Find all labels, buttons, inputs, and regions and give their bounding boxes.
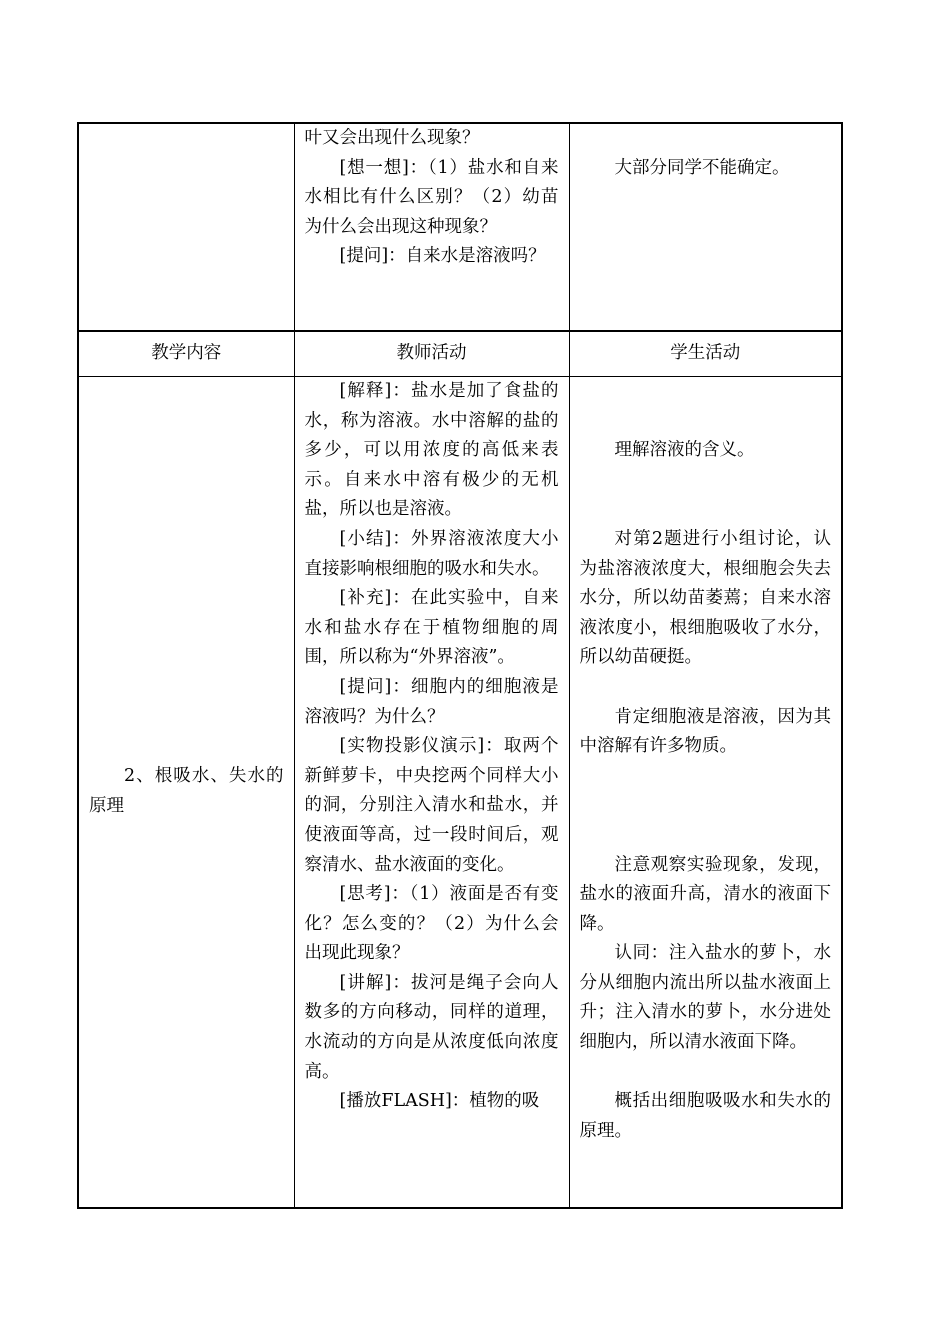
student-text: 理解溶液的含义。	[614, 440, 755, 461]
header-teacher: 教师活动	[294, 331, 569, 377]
teacher-text: [播放FLASH]：植物的吸	[339, 1091, 540, 1112]
student-activity-cell	[569, 377, 842, 1209]
header-content: 教学内容	[78, 331, 294, 377]
content-cell-empty	[78, 123, 294, 331]
student-text: 大部分同学不能确定。	[614, 157, 790, 178]
student-text: 概括出细胞吸吸水和失水的原理。	[579, 1091, 831, 1141]
teacher-text: [提问]：细胞内的细胞液是溶液吗？为什么？	[304, 676, 559, 727]
teacher-text: [提问]：自来水是溶液吗？	[339, 246, 546, 267]
teacher-text: [讲解]：拔河是绳子会向人数多的方向移动，同样的道理，水流动的方向是从浓度低向浓度高。	[304, 972, 559, 1082]
continued-row	[78, 123, 842, 331]
teacher-text: [想一想]：（1）盐水和自来水相比有什么区别？（2）幼苗为什么会出现这种现象？	[304, 157, 559, 237]
content-cell	[78, 377, 294, 1209]
teacher-activity-cell	[294, 123, 569, 331]
student-text: 认同：注入盐水的萝卜，水分从细胞内流出所以盐水液面上升；注入清水的萝卜，水分进处细胞内，所以清水液面下降。	[579, 943, 831, 1053]
header-student: 学生活动	[569, 331, 842, 377]
teacher-text: [小结]：外界溶液浓度大小直接影响根细胞的吸水和失水。	[304, 528, 559, 579]
header-row	[78, 331, 842, 377]
student-text: 对第2题进行小组讨论，认为盐溶液浓度大，根细胞会失去水分，所以幼苗萎蔫；自来水溶液浓度小，根细胞吸收了水分，所以幼苗硬挺。	[579, 528, 831, 668]
main-row	[78, 377, 842, 1209]
content-topic: 2、根吸水、失水的原理	[89, 766, 284, 816]
student-text: 肯定细胞液是溶液，因为其中溶解有许多物质。	[579, 706, 831, 757]
student-activity-cell	[569, 123, 842, 331]
teacher-text: [思考]：（1）液面是否有变化？怎么变的？（2）为什么会出现此现象？	[304, 884, 559, 964]
teacher-text: 叶又会出现什么现象？	[304, 128, 480, 148]
student-text: 注意观察实验现象，发现，盐水的液面升高，清水的液面下降。	[579, 854, 831, 934]
teacher-activity-cell	[294, 377, 569, 1209]
lesson-plan-table	[77, 122, 843, 1209]
teacher-text: [补充]：在此实验中，自来水和盐水存在于植物细胞的周围，所以称为“外界溶液”。	[304, 588, 559, 668]
teacher-text: [实物投影仪演示]：取两个新鲜萝卡，中央挖两个同样大小的洞，分别注入清水和盐水，并使液面等高，过一段时间后，观察清水、盐水液面的变化。	[304, 736, 559, 875]
teacher-text: [解释]：盐水是加了食盐的水，称为溶液。水中溶解的盐的多少，可以用浓度的高低来表示。自来水中溶有极少的无机盐，所以也是溶液。	[304, 381, 559, 520]
